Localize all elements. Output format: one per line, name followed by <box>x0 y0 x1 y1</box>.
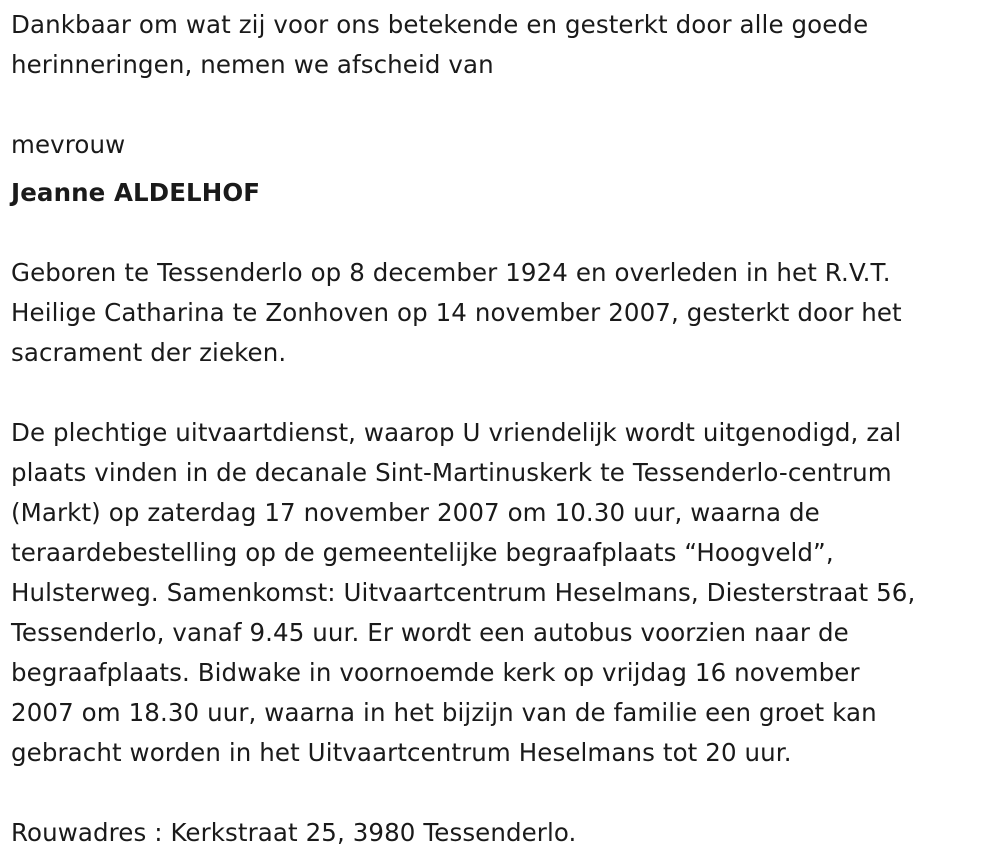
birth-death-line: Geboren te Tessenderlo op 8 december 1924 en overleden in het R.V.T. <box>11 258 891 287</box>
birth-death-paragraph <box>11 253 996 373</box>
spacer <box>11 213 996 253</box>
intro-line: Dankbaar om wat zij voor ons betekende en gesterkt door alle goede <box>11 10 869 39</box>
funeral-line: teraardebestelling op de gemeentelijke begraafplaats “Hoogveld”, <box>11 538 834 567</box>
funeral-line: Tessenderlo, vanaf 9.45 uur. Er wordt een autobus voorzien naar de <box>11 618 849 647</box>
funeral-line: gebracht worden in het Uitvaartcentrum Heselmans tot 20 uur. <box>11 738 792 767</box>
funeral-line: (Markt) op zaterdag 17 november 2007 om 10.30 uur, waarna de <box>11 498 820 527</box>
funeral-line: begraafplaats. Bidwake in voornoemde kerk op vrijdag 16 november <box>11 658 860 687</box>
funeral-line: Hulsterweg. Samenkomst: Uitvaartcentrum Heselmans, Diesterstraat 56, <box>11 578 916 607</box>
deceased-name: Jeanne ALDELHOF <box>11 178 261 207</box>
birth-death-line: Heilige Catharina te Zonhoven op 14 november 2007, gesterkt door het <box>11 298 902 327</box>
birth-death-line: sacrament der zieken. <box>11 338 287 367</box>
mourning-address: Rouwadres : Kerkstraat 25, 3980 Tessenderlo. <box>11 818 577 847</box>
spacer <box>11 373 996 413</box>
spacer <box>11 85 996 125</box>
funeral-line: plaats vinden in de decanale Sint-Martinuskerk te Tessenderlo-centrum <box>11 458 892 487</box>
intro-paragraph <box>11 5 996 85</box>
intro-line: herinneringen, nemen we afscheid van <box>11 50 494 79</box>
salutation: mevrouw <box>11 130 126 159</box>
funeral-line: De plechtige uitvaartdienst, waarop U vriendelijk wordt uitgenodigd, zal <box>11 418 902 447</box>
obituary-notice <box>11 5 996 853</box>
spacer <box>11 773 996 813</box>
funeral-paragraph <box>11 413 996 773</box>
funeral-line: 2007 om 18.30 uur, waarna in het bijzijn van de familie een groet kan <box>11 698 877 727</box>
